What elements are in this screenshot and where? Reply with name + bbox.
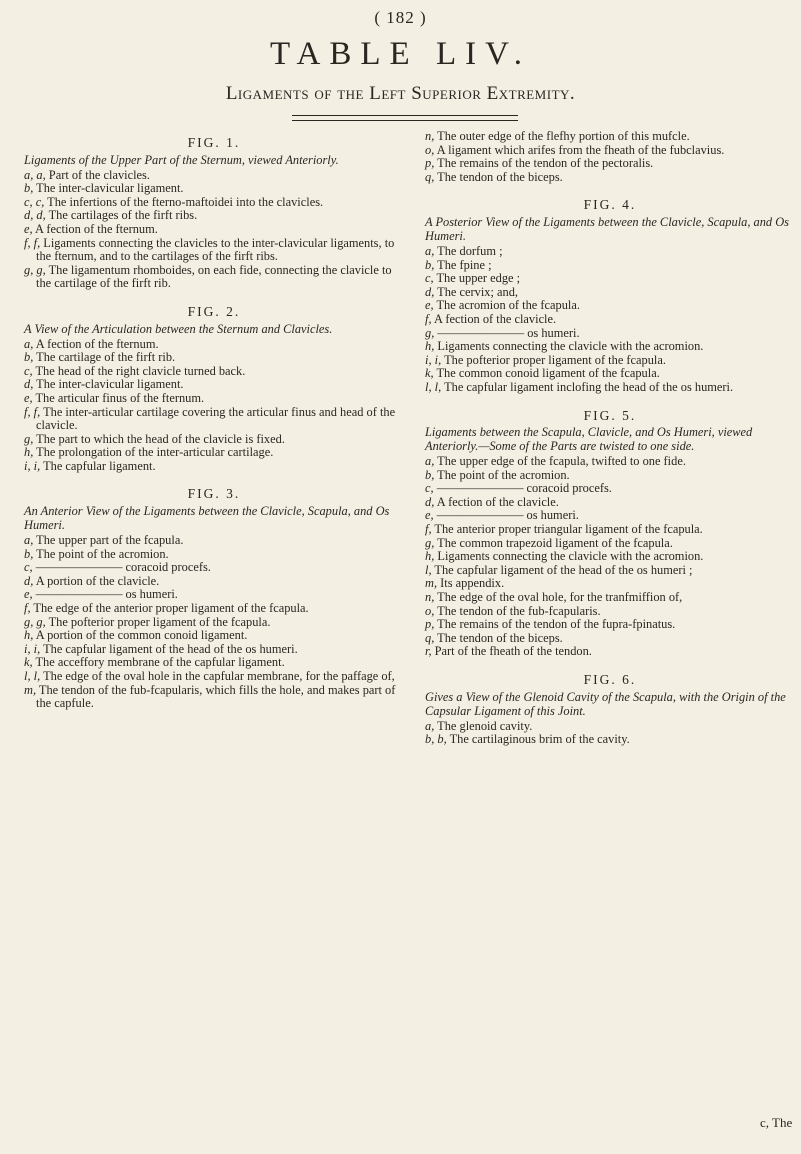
figure-heading: [425, 690, 795, 718]
legend-item: [425, 144, 795, 158]
legend-text: A fection of the fternum.: [35, 221, 158, 236]
legend-text: ——————— coracoid procefs.: [35, 560, 211, 575]
legend-item: [425, 157, 795, 171]
legend-key: q,: [425, 630, 435, 645]
legend-item: [425, 591, 795, 605]
legend-text: A portion of the common conoid ligament.: [35, 628, 248, 643]
legend-key: c,: [425, 271, 434, 286]
legend-text: The capfular ligament of the head of the os humeri.: [43, 641, 298, 656]
legend-key: c, c,: [24, 194, 45, 209]
legend-item: [24, 169, 404, 183]
section-gap: [24, 711, 404, 719]
legend-text: The tendon of the fub-fcapularis, which fills the hole, and makes part of the capfule.: [36, 682, 396, 711]
legend-item: [24, 196, 404, 210]
legend-key: i, i,: [24, 458, 41, 473]
legend-text: The tendon of the biceps.: [437, 169, 563, 184]
legend-text: Its appendix.: [440, 576, 505, 591]
legend-key: e,: [425, 298, 434, 313]
legend-text: The cervix; and,: [437, 284, 519, 299]
legend-text: Ligaments connecting the clavicle with the acromion.: [437, 549, 704, 564]
figure-heading-text: Gives a View of the Glenoid Cavity of the Scapula, with the Origin of the Capsular Ligament of this Joint.: [425, 689, 786, 718]
legend-key: h,: [24, 628, 34, 643]
legend-item: [24, 656, 404, 670]
legend-text: The capfular ligament inclofing the head of the os humeri.: [444, 379, 734, 394]
legend-item: [425, 523, 795, 537]
legend-item: [425, 564, 795, 578]
legend-key: a,: [425, 243, 435, 258]
legend-item: [425, 733, 795, 747]
legend-item: [24, 602, 404, 616]
legend-text: The anterior proper triangular ligament of the fcapula.: [434, 522, 703, 537]
legend-text: The edge of the oval hole, for the tranfmiffion of,: [437, 590, 683, 605]
legend-text: The inter-clavicular ligament.: [36, 377, 184, 392]
legend-item: [24, 460, 404, 474]
legend-item: [425, 469, 795, 483]
title-rule: [292, 115, 518, 121]
legend-text: The acromion of the fcapula.: [436, 298, 580, 313]
left-column: [24, 130, 404, 719]
legend-text: The outer edge of the flefhy portion of this mufcle.: [437, 129, 690, 143]
figure-section: [425, 198, 795, 402]
figure-heading: [425, 215, 795, 243]
figure-number: FIG. 4.: [583, 197, 637, 213]
legend-text: The upper edge ;: [436, 271, 521, 286]
legend-text: The remains of the tendon of the fupra-fpinatus.: [437, 617, 676, 632]
figure-section: [24, 487, 404, 718]
legend-item: [425, 272, 795, 286]
catchword: c, The: [760, 1115, 793, 1130]
legend-text: A portion of the clavicle.: [35, 573, 160, 588]
legend-item: [425, 259, 795, 273]
legend-key: g,: [24, 431, 34, 446]
legend-text: The upper edge of the fcapula, twifted to one fide.: [437, 454, 686, 469]
legend-key: b,: [425, 257, 435, 272]
legend-key: h,: [425, 549, 435, 564]
legend-text: The edge of the oval hole in the capfular membrane, for the paffage of,: [43, 669, 395, 683]
legend-key: d,: [24, 377, 34, 392]
legend-item: [425, 245, 795, 259]
legend-item: [425, 509, 795, 523]
figure-number: FIG. 1.: [187, 135, 241, 150]
legend-key: i, i,: [24, 641, 41, 656]
legend-key: e,: [24, 221, 33, 236]
legend-key: o,: [425, 603, 435, 618]
legend-key: e,: [425, 508, 434, 523]
legend-text: The glenoid cavity.: [437, 718, 533, 733]
legend-item: [425, 171, 795, 185]
legend-text: Ligaments connecting the clavicles to the inter-clavicular ligaments, to the fternum, and to the cartilages of the firft ribs.: [36, 235, 395, 264]
legend-item: [24, 446, 404, 460]
legend-item: [24, 365, 404, 379]
legend-text: A ligament which arifes from the fheath of the fubclavius.: [436, 142, 725, 157]
legend-item: [24, 338, 404, 352]
legend-text: ——————— os humeri.: [35, 587, 178, 602]
legend-text: A fection of the fternum.: [35, 336, 159, 351]
legend-item: [425, 130, 795, 144]
legend-key: a, a,: [24, 167, 46, 182]
legend-key: c,: [425, 481, 434, 496]
legend-item: [24, 351, 404, 365]
legend-item: [425, 618, 795, 632]
legend-item: [425, 632, 795, 646]
figure-heading-text: Ligaments of the Upper Part of the Sternum, viewed Anteriorly.: [24, 152, 339, 167]
legend-item: [24, 406, 404, 433]
legend-key: e,: [24, 390, 33, 405]
legend-key: k,: [24, 655, 33, 670]
legend-key: q,: [425, 169, 435, 184]
legend-item: [425, 645, 795, 659]
legend-key: c,: [24, 560, 33, 575]
legend-key: a,: [425, 718, 435, 733]
legend-item: [425, 496, 795, 510]
figure-number: FIG. 3.: [187, 486, 241, 502]
figure-heading: [425, 425, 795, 453]
legend-item: [425, 354, 795, 368]
figure-heading-text: Ligaments between the Scapula, Clavicle, and Os Humeri, viewed Anteriorly.—Some of the Parts are twisted to one side.: [425, 425, 753, 454]
legend-key: p,: [425, 156, 435, 171]
legend-text: The point of the acromion.: [36, 546, 169, 561]
legend-key: f,: [425, 522, 432, 537]
legend-key: h,: [24, 445, 34, 460]
figure-section: [24, 136, 404, 299]
legend-key: g, g,: [24, 614, 46, 629]
legend-key: p,: [425, 617, 435, 632]
legend-key: b,: [24, 181, 34, 196]
legend-key: i, i,: [425, 352, 442, 367]
legend-item: [425, 313, 795, 327]
page-number: ( 182 ): [374, 8, 427, 27]
section-gap: [425, 747, 795, 755]
legend-text: The common trapezoid ligament of the fcapula.: [437, 535, 673, 550]
legend-key: l,: [425, 562, 432, 577]
section-gap: [24, 473, 404, 481]
legend-key: r,: [425, 644, 432, 659]
legend-item: [425, 367, 795, 381]
legend-key: d,: [24, 573, 34, 588]
legend-item: [24, 548, 404, 562]
legend-text: The articular finus of the fternum.: [35, 390, 205, 405]
legend-item: [425, 286, 795, 300]
figure-number: FIG. 6.: [583, 672, 637, 687]
legend-key: a,: [24, 533, 34, 548]
legend-text: The cartilages of the firft ribs.: [48, 208, 198, 223]
legend-item: [24, 209, 404, 223]
legend-key: d, d,: [24, 208, 46, 223]
legend-item: [24, 378, 404, 392]
legend-key: d,: [425, 284, 435, 299]
legend-item: [24, 433, 404, 447]
legend-text: The upper part of the fcapula.: [36, 533, 184, 548]
figure-heading-text: An Anterior View of the Ligaments between the Clavicle, Scapula, and Os Humeri.: [24, 504, 390, 533]
legend-key: e,: [24, 587, 33, 602]
right-column: [425, 130, 795, 755]
legend-key: o,: [425, 142, 435, 157]
legend-item: [425, 537, 795, 551]
legend-key: m,: [24, 682, 37, 697]
legend-item: [24, 223, 404, 237]
legend-key: c,: [24, 363, 33, 378]
legend-text: Part of the clavicles.: [48, 167, 150, 182]
legend-item: [24, 629, 404, 643]
legend-key: h,: [425, 339, 435, 354]
legend-text: A fection of the clavicle.: [436, 494, 559, 509]
legend-item: [24, 616, 404, 630]
legend-text: The head of the right clavicle turned back.: [35, 363, 246, 378]
legend-text: The part to which the head of the clavicle is fixed.: [36, 431, 285, 446]
legend-item: [24, 670, 404, 684]
legend-text: The common conoid ligament of the fcapula.: [436, 366, 660, 381]
legend-item: [24, 237, 404, 264]
legend-item: [425, 550, 795, 564]
legend-text: Ligaments connecting the clavicle with the acromion.: [437, 339, 704, 354]
legend-item: [425, 299, 795, 313]
legend-item: [24, 643, 404, 657]
figure-section: [425, 673, 795, 755]
legend-key: b,: [24, 546, 34, 561]
legend-text: ——————— coracoid procefs.: [436, 481, 612, 496]
legend-text: The remains of the tendon of the pectoralis.: [437, 156, 654, 171]
section-gap: [425, 659, 795, 667]
legend-item: [24, 534, 404, 548]
legend-key: b,: [425, 467, 435, 482]
legend-item: [24, 588, 404, 602]
legend-text: The point of the acromion.: [437, 467, 570, 482]
legend-item: [425, 605, 795, 619]
legend-text: Part of the fheath of the tendon.: [434, 644, 592, 659]
legend-key: g, g,: [24, 262, 46, 277]
legend-text: The capfular ligament of the head of the os humeri ;: [434, 562, 693, 577]
legend-text: ——————— os humeri.: [437, 325, 580, 340]
section-gap: [24, 291, 404, 299]
legend-item: [24, 561, 404, 575]
legend-text: The edge of the anterior proper ligament of the fcapula.: [33, 601, 309, 616]
legend-text: ——————— os humeri.: [436, 508, 579, 523]
legend-key: k,: [425, 366, 434, 381]
legend-text: The inter-articular cartilage covering the articular finus and head of the clavicle.: [36, 404, 396, 433]
legend-item: [24, 575, 404, 589]
figure-section: [24, 305, 404, 482]
legend-text: The fpine ;: [437, 257, 492, 272]
legend-item: [425, 482, 795, 496]
legend-text: The tendon of the fub-fcapularis.: [437, 603, 601, 618]
legend-text: The cartilaginous brim of the cavity.: [449, 732, 630, 747]
figure-heading: [24, 153, 404, 167]
legend-key: n,: [425, 129, 435, 143]
legend-key: g,: [425, 325, 435, 340]
legend-key: b, b,: [425, 732, 447, 747]
legend-text: The inter-clavicular ligament.: [36, 181, 184, 196]
legend-text: The infertions of the fterno-maftoidei into the clavicles.: [47, 194, 324, 209]
legend-text: The tendon of the biceps.: [437, 630, 563, 645]
figure-heading-text: A View of the Articulation between the Sternum and Clavicles.: [24, 321, 333, 336]
legend-key: f, f,: [24, 404, 41, 419]
legend-text: The pofterior proper ligament of the fcapula.: [48, 614, 271, 629]
legend-key: f, f,: [24, 235, 41, 250]
subtitle-text: Ligaments of the Left Superior Extremity.: [225, 83, 576, 104]
legend-item: [24, 264, 404, 291]
figure-heading-text: A Posterior View of the Ligaments between the Clavicle, Scapula, and Os Humeri.: [425, 214, 789, 243]
legend-item: [425, 340, 795, 354]
legend-text: The acceffory membrane of the capfular ligament.: [35, 655, 285, 670]
page-subtitle: [0, 83, 801, 105]
legend-key: l, l,: [425, 379, 442, 394]
legend-item: [425, 720, 795, 734]
page-title: TABLE LIV.: [270, 36, 531, 72]
legend-item: [24, 182, 404, 196]
legend-key: m,: [425, 576, 438, 591]
legend-item: [425, 327, 795, 341]
figure-number: FIG. 2.: [187, 303, 241, 319]
legend-key: n,: [425, 590, 435, 605]
legend-item: [24, 684, 404, 711]
section-gap: [425, 395, 795, 403]
figure-heading: [24, 322, 404, 336]
legend-text: The ligamentum rhomboides, on each fide, connecting the clavicle to the cartilage of the firft rib.: [36, 262, 392, 291]
legend-text: The pofterior proper ligament of the fcapula.: [444, 352, 666, 367]
legend-key: b,: [24, 350, 34, 365]
legend-key: f,: [24, 601, 31, 616]
legend-item: [24, 392, 404, 406]
figure-heading: [24, 504, 404, 532]
legend-item: [425, 577, 795, 591]
legend-text: The prolongation of the inter-articular cartilage.: [36, 445, 274, 460]
legend-text: The capfular ligament.: [43, 458, 156, 473]
legend-key: d,: [425, 494, 435, 509]
legend-text: The dorfum ;: [437, 243, 503, 258]
legend-key: l, l,: [24, 669, 41, 683]
legend-key: a,: [24, 336, 34, 351]
legend-text: The cartilage of the firft rib.: [36, 350, 176, 365]
legend-key: a,: [425, 454, 435, 469]
figure-section: [425, 409, 795, 668]
legend-text: A fection of the clavicle.: [433, 311, 557, 326]
figure-section: [425, 130, 795, 192]
section-gap: [425, 184, 795, 192]
figure-number: FIG. 5.: [583, 407, 637, 423]
legend-item: [425, 455, 795, 469]
legend-key: f,: [425, 311, 432, 326]
legend-item: [425, 381, 795, 395]
legend-key: g,: [425, 535, 435, 550]
